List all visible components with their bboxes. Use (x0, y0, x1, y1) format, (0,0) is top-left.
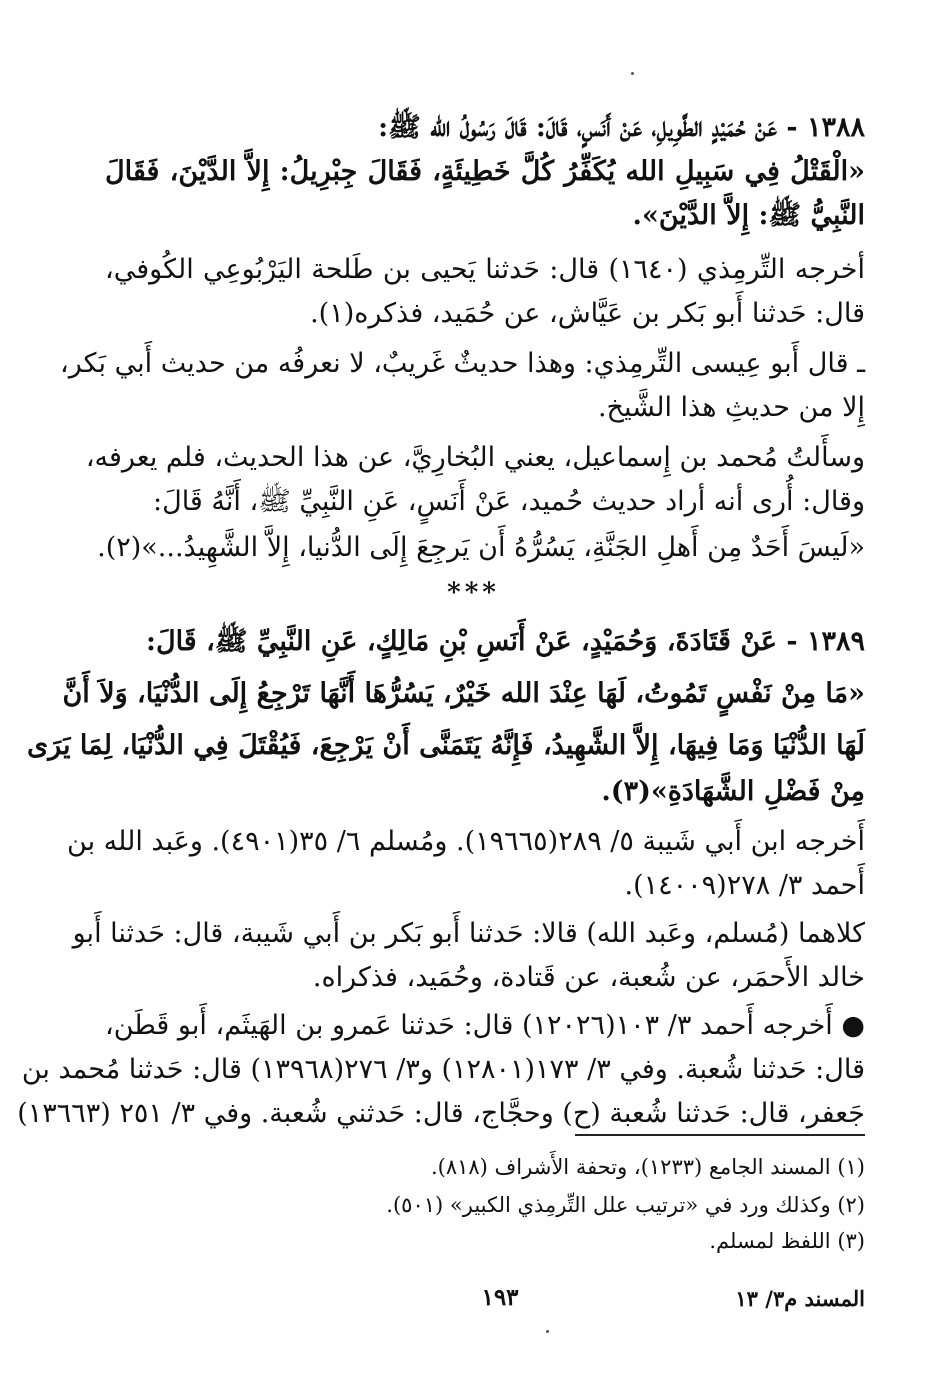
tirmidhi-comment: إِلا من حديثِ هذا الشَّيخ. (597, 392, 865, 423)
isnad-text: ● أَخرجه أَحمد ٣/ ١٠٣(١٢٠٢٦) قال: حَدثنا عَمرو بن الهَيثَم، أَبو قَطَن، (105, 1010, 866, 1041)
volume-signature: المسند م٣/ ١٣ (735, 1286, 865, 1311)
takhrij-text: أَخرجه ابن أَبي شَيبة ٥/ ٢٨٩(١٩٦٦٥). ومُسلم ٦/ ٣٥(٤٩٠١). وعَبد الله بن (67, 826, 865, 857)
takhrij-text: أخرجه التِّرمِذي (١٦٤٠) قال: حَدثنا يَحيى بن طَلحة اليَرْبُوعِي الكُوفي، (105, 254, 865, 285)
bukhari-question: وسأَلتُ مُحمد بن إِسماعيل، يعني البُخارِيَّ، عن هذا الحديث، فلم يعرفه، (85, 442, 865, 473)
tirmidhi-comment: ـ قال أَبو عِيسى التِّرمِذي: وهذا حديثٌ غَريبٌ، لا نعرفُه من حديث أَبي بَكر، (60, 348, 865, 379)
hadith-1388-heading: ١٣٨٨ - عَنْ حُمَيْدٍ الطَّوِيلِ، عَنْ أَنَسٍ، قَالَ: قَالَ رَسُولُ الله ﷺ: (378, 112, 865, 143)
bukhari-question: وقال: أُرى أنه أراد حديث حُميد، عَنْ أَنَسٍ، عَنِ النَّبِيِّ ﷺ، أَنَّهُ قَالَ: (152, 486, 865, 517)
hadith-1388-text: النَّبِيُّ ﷺ: إِلاَّ الدَّيْنَ». (632, 200, 865, 231)
speck (546, 1330, 549, 1333)
footnote-2: (٢) وكذلك ورد في «ترتيب علل التِّرمِذي الكبير» (٥٠١). (386, 1193, 865, 1217)
section-separator: *** (447, 578, 500, 608)
speck (631, 72, 634, 75)
isnad-text: كلاهما (مُسلم، وعَبد الله) قالا: حَدثنا أَبو بَكر بن أَبي شَيبة، قال: حَدثنا أَبو (72, 918, 865, 949)
takhrij-text: قال: حَدثنا أَبو بَكر بن عَيَّاش، عن حُمَيد، فذكره(١). (310, 298, 865, 329)
hadith-1389-text: «مَا مِنْ نَفْسٍ تَمُوتُ، لَهَا عِنْدَ الله خَيْرٌ، يَسُرُّهَا أَنَّهَا تَرْجِعُ إِلَى الدُّنْيَا، وَلاَ أَنَّ (62, 678, 865, 709)
isnad-text: جَعفر، قال: حَدثنا شُعبة (ح) وحجَّاج، قال: حَدثني شُعبة. وفي ٣/ ٢٥١ (١٣٦٦٣) (17, 1098, 865, 1129)
hadith-1389-text: مِنْ فَضْلِ الشَّهَادَةِ»(٣). (601, 776, 865, 807)
page-number: ١٩٣ (481, 1284, 519, 1311)
hadith-1389-heading: ١٣٨٩ - عَنْ قَتَادَةَ، وَحُمَيْدٍ، عَنْ أَنَسِ بْنِ مَالِكٍ، عَنِ النَّبِيِّ ﷺ، قَالَ: (145, 626, 865, 657)
isnad-text: خالد الأَحمَر، عن شُعبة، عن قَتادة، وحُمَيد، فذكراه. (312, 962, 865, 993)
footnote-3: (٣) اللفظ لمسلم. (709, 1229, 865, 1253)
footnote-divider (575, 1134, 865, 1136)
footnote-1: (١) المسند الجامع (١٢٣٣)، وتحفة الأَشراف (٨١٨). (430, 1155, 865, 1179)
isnad-text: قال: حَدثنا شُعبة. وفي ٣/ ١٧٣(١٢٨٠١) و٣/ ٢٧٦(١٣٩٦٨) قال: حَدثنا مُحمد بن (21, 1054, 865, 1085)
hadith-1389-text: لَهَا الدُّنْيَا وَمَا فِيهَا، إِلاَّ الشَّهِيدُ، فَإِنَّهُ يَتَمَنَّى أَنْ يَرْجِعَ، فَيُقْتَلَ فِي الدُّنْيَا، لِمَا يَرَى (26, 730, 865, 761)
quoted-hadith: «لَيسَ أَحَدٌ مِن أَهلِ الجَنَّةِ، يَسُرُّهُ أَن يَرجِعَ إِلَى الدُّنيا، إِلاَّ الشَّهِيدُ...»(٢). (97, 532, 865, 563)
hadith-1388-text: «الْقَتْلُ فِي سَبِيلِ الله يُكَفِّرُ كُلَّ خَطِيئَةٍ، فَقَالَ جِبْرِيلُ: إِلاَّ الدَّيْنَ، فَقَالَ (105, 156, 865, 187)
takhrij-text: أَحمد ٣/ ٢٧٨(١٤٠٠٩). (624, 870, 865, 901)
